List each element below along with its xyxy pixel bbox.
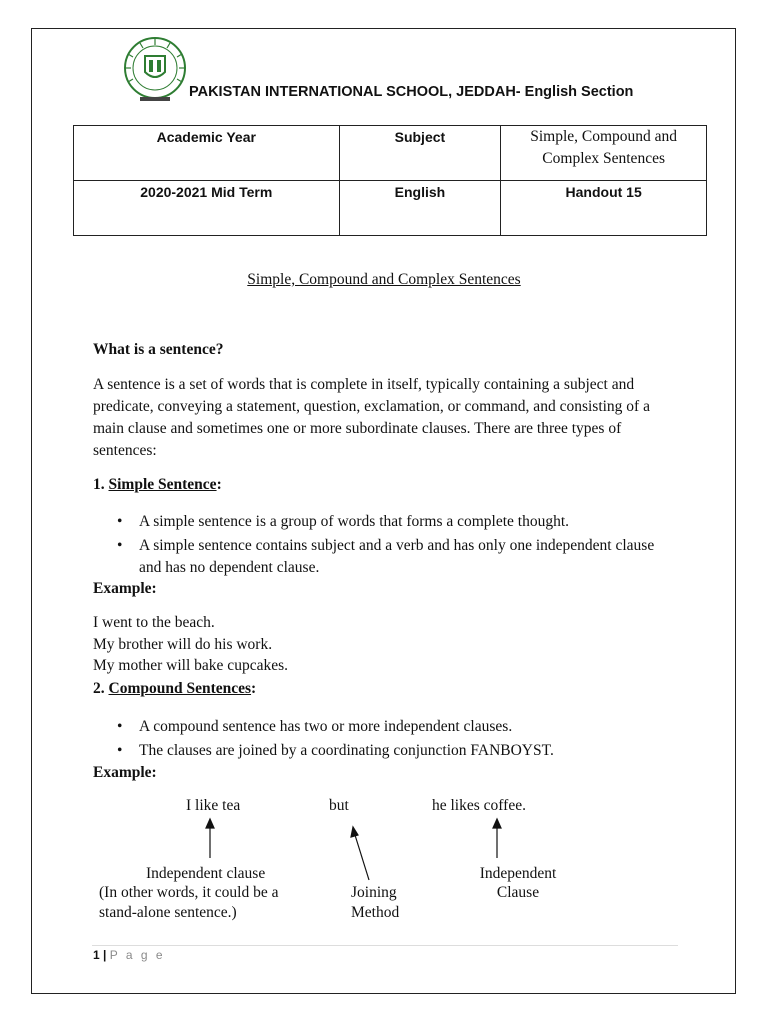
section-number: 2. [93, 680, 105, 697]
list-item [117, 535, 657, 579]
diagram-label-joining: Joining [351, 884, 397, 901]
table-cell-subject: English [339, 181, 501, 236]
table-cell-handout: Handout 15 [501, 181, 707, 236]
example-line: I went to the beach. [93, 614, 215, 631]
list-item [117, 511, 657, 533]
diagram-clause-1: I like tea [186, 797, 241, 814]
example-label: Example: [93, 580, 157, 597]
topic-line-2: Complex Sentences [542, 150, 665, 167]
example-line: My mother will bake cupcakes. [93, 657, 288, 674]
page-footer [93, 948, 165, 962]
topic-line-1: Simple, Compound and [530, 128, 678, 145]
list-item-text: The clauses are joined by a coordinating conjunction FANBOYST. [139, 742, 554, 759]
example-label: Example: [93, 764, 157, 781]
diagram-label-note-line-2: stand-alone sentence.) [99, 904, 237, 921]
section-title: Simple Sentence [108, 476, 217, 493]
list-item [117, 716, 657, 738]
page-number: 1 [93, 948, 100, 962]
list-item-text: A simple sentence contains subject and a verb and has only one independent clause and has no dependent clause. [139, 537, 655, 576]
school-logo [118, 36, 192, 104]
section-colon: : [216, 476, 222, 493]
section-heading-compound [93, 680, 256, 698]
table-row [74, 181, 707, 236]
table-row [74, 126, 707, 181]
diagram-clause-2: he likes coffee. [432, 797, 526, 814]
bullet-icon: • [117, 718, 123, 735]
bullet-icon: • [117, 742, 123, 759]
diagram-label-independent-clause: Independent clause [146, 865, 266, 882]
info-table [73, 125, 707, 236]
section-number: 1. [93, 476, 105, 493]
table-cell-topic [501, 126, 707, 181]
table-cell-subject-label: Subject [339, 126, 501, 181]
section-colon: : [251, 680, 257, 697]
diagram-conjunction: but [329, 797, 349, 814]
list-item [117, 740, 657, 762]
section-heading-simple [93, 476, 222, 494]
diagram-label-note-line-1: (In other words, it could be a [99, 884, 279, 901]
school-title: PAKISTAN INTERNATIONAL SCHOOL, JEDDAH- English Section [189, 84, 634, 100]
footer-separator: | [103, 948, 107, 962]
diagram-label-method: Method [351, 904, 400, 921]
example-line: My brother will do his work. [93, 636, 273, 653]
bullet-icon: • [117, 537, 123, 554]
intro-paragraph: A sentence is a set of words that is complete in itself, typically containing a subject and predicate, conveying a statement, question, exclamation, or command, and consisting of a main clause and sometimes one or more subordinate clauses. There are three types of sentences: [93, 376, 650, 459]
diagram-label-clause: Clause [496, 884, 540, 901]
simple-bullet-list [117, 511, 657, 581]
document-title [0, 271, 768, 289]
diagram-label-independent: Independent [479, 865, 557, 882]
list-item-text: A simple sentence is a group of words that forms a complete thought. [139, 513, 570, 530]
table-cell-academic-year-label: Academic Year [74, 126, 340, 181]
compound-bullet-list [117, 716, 657, 764]
bullet-icon: • [117, 513, 123, 530]
section-title: Compound Sentences [108, 680, 252, 697]
list-item-text: A compound sentence has two or more independent clauses. [139, 718, 513, 735]
table-cell-academic-year: 2020-2021 Mid Term [74, 181, 340, 236]
footer-divider [92, 945, 678, 946]
section-heading-what-is-sentence: What is a sentence? [93, 341, 224, 358]
page-label: P a g e [109, 948, 166, 962]
document-title-text: Simple, Compound and Complex Sentences [247, 271, 521, 288]
